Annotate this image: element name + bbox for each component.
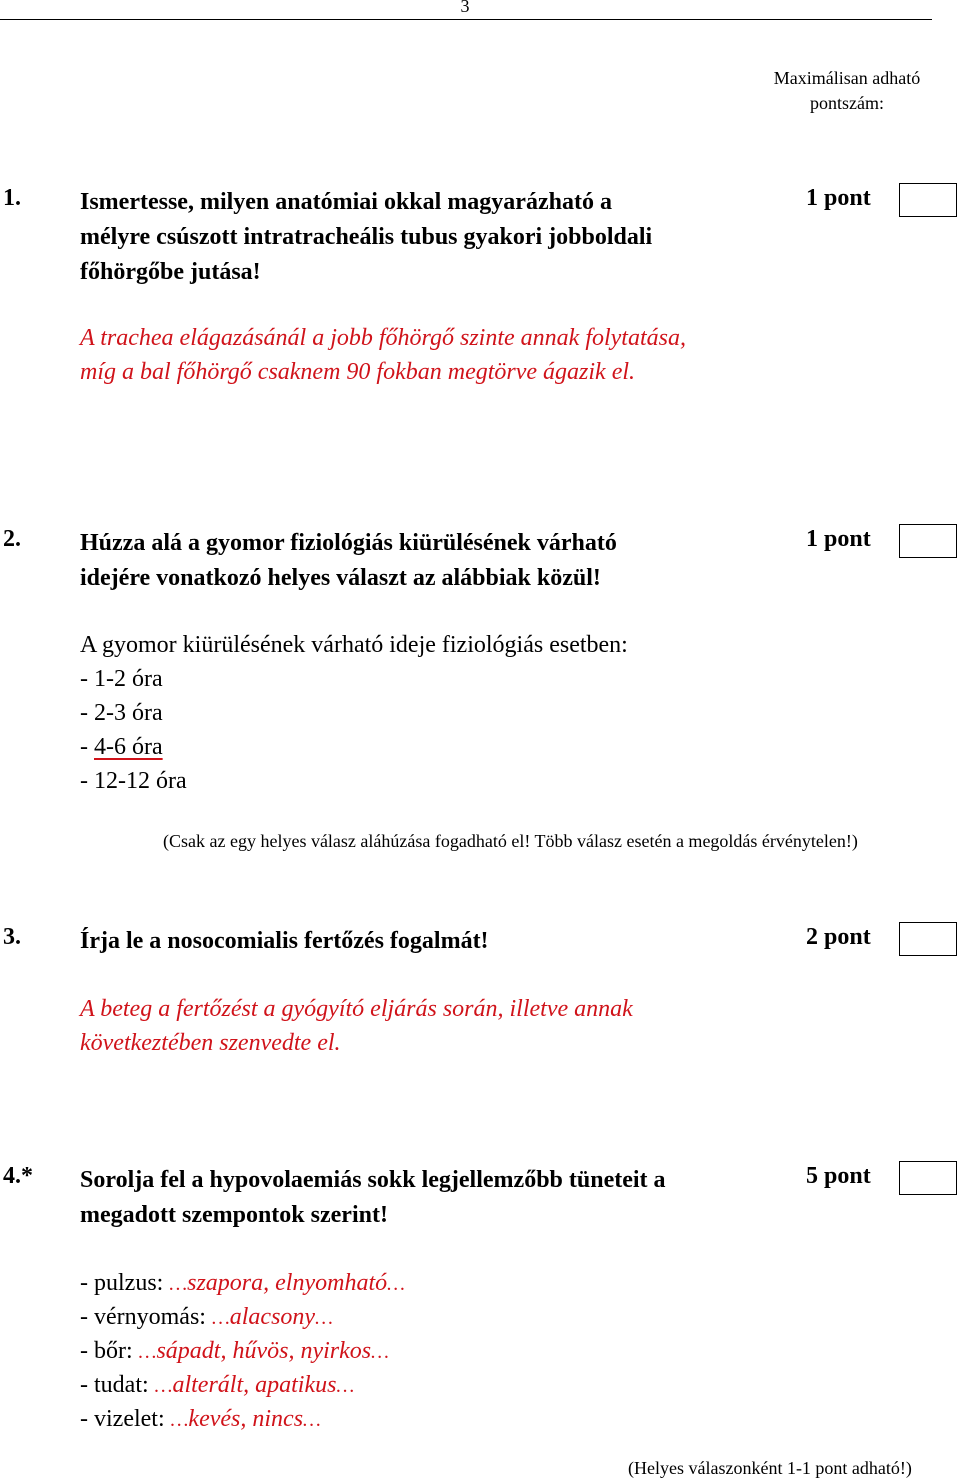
dots: … [303, 1409, 321, 1431]
header-rule [0, 19, 932, 20]
q4-item-answer: kevés, nincs [188, 1406, 304, 1432]
dots: … [371, 1341, 389, 1363]
q2-option-1: - 1-2 óra [80, 666, 163, 692]
dots: … [170, 1409, 189, 1431]
page-number: 3 [460, 0, 470, 16]
q4-item-pulse [80, 1266, 405, 1301]
q2-intro: A gyomor kiürülésének várható ideje fiziológiás esetben: [80, 632, 628, 658]
dots: … [315, 1307, 333, 1329]
q4-item-label: - bőr: [80, 1338, 139, 1364]
q4-item-label: - pulzus: [80, 1270, 170, 1296]
q4-item-urine [80, 1402, 321, 1437]
q4-note: (Helyes válaszonként 1-1 pont adható!) [628, 1458, 912, 1478]
q1-answer-line-1: A trachea elágazásánál a jobb főhörgő szinte annak folytatása, [80, 325, 686, 351]
q4-item-label: - vizelet: [80, 1406, 171, 1432]
q3-answer-line-1: A beteg a fertőzést a gyógyító eljárás során, illetve annak [80, 996, 633, 1022]
q4-line-1: Sorolja fel a hypovolaemiás sokk legjellemzőbb tüneteit a [80, 1167, 666, 1193]
q2-option-2: - 2-3 óra [80, 700, 163, 726]
dots: … [336, 1375, 355, 1397]
q1-score-box[interactable] [899, 183, 957, 217]
q4-score-box[interactable] [899, 1161, 957, 1195]
q3-line: Írja le a nosocomialis fertőzés fogalmát! [80, 928, 489, 954]
dots: … [169, 1273, 188, 1295]
q3-answer-line-2: következtében szenvedte el. [80, 1030, 341, 1056]
q2-option-4: - 12-12 óra [80, 768, 187, 794]
q1-answer-line-2: míg a bal főhörgő csaknem 90 fokban megtörve ágazik el. [80, 359, 636, 385]
q4-points: 5 pont [806, 1163, 871, 1189]
q3-number: 3. [3, 924, 21, 950]
q4-line-2: megadott szempontok szerint! [80, 1202, 388, 1228]
q1-points: 1 pont [806, 185, 871, 211]
q2-number: 2. [3, 526, 21, 552]
q2-option-3-prefix: - [80, 734, 94, 760]
max-score-header: Maximálisan adható pontszám: [773, 68, 921, 113]
q2-note: (Csak az egy helyes válasz aláhúzása fogadható el! Több válasz esetén a megoldás érvénytelen!) [163, 831, 858, 851]
q1-line-3: főhörgőbe jutása! [80, 259, 261, 285]
q4-item-label: - tudat: [80, 1372, 155, 1398]
q2-line-2: idejére vonatkozó helyes választ az alábbiak közül! [80, 565, 601, 591]
dots: … [138, 1341, 157, 1363]
q4-item-answer: alacsony [229, 1304, 316, 1330]
q4-number: 4.* [3, 1163, 33, 1189]
q3-score-box[interactable] [899, 922, 957, 956]
q2-line-1: Húzza alá a gyomor fiziológiás kiürülésének várható [80, 530, 617, 556]
dots: … [154, 1375, 173, 1397]
q1-line-2: mélyre csúszott intratracheális tubus gyakori jobboldali [80, 224, 653, 250]
q1-number: 1. [3, 185, 21, 211]
q2-score-box[interactable] [899, 524, 957, 558]
q2-option-3 [80, 730, 163, 764]
q4-item-answer: szapora, elnyomható [187, 1270, 388, 1296]
q3-points: 2 pont [806, 924, 871, 950]
q4-item-answer: alterált, apatikus [172, 1372, 337, 1398]
q2-option-3-underlined: 4-6 óra [94, 734, 163, 760]
dots: … [387, 1273, 405, 1295]
q4-item-label: - vérnyomás: [80, 1304, 212, 1330]
q4-item-consciousness [80, 1368, 354, 1403]
q2-points: 1 pont [806, 526, 871, 552]
q1-line-1: Ismertesse, milyen anatómiai okkal magyarázható a [80, 189, 612, 215]
q4-item-skin [80, 1334, 389, 1369]
q4-item-blood-pressure [80, 1300, 333, 1335]
dots: … [211, 1307, 230, 1329]
q4-item-answer: sápadt, hűvös, nyirkos [156, 1338, 372, 1364]
